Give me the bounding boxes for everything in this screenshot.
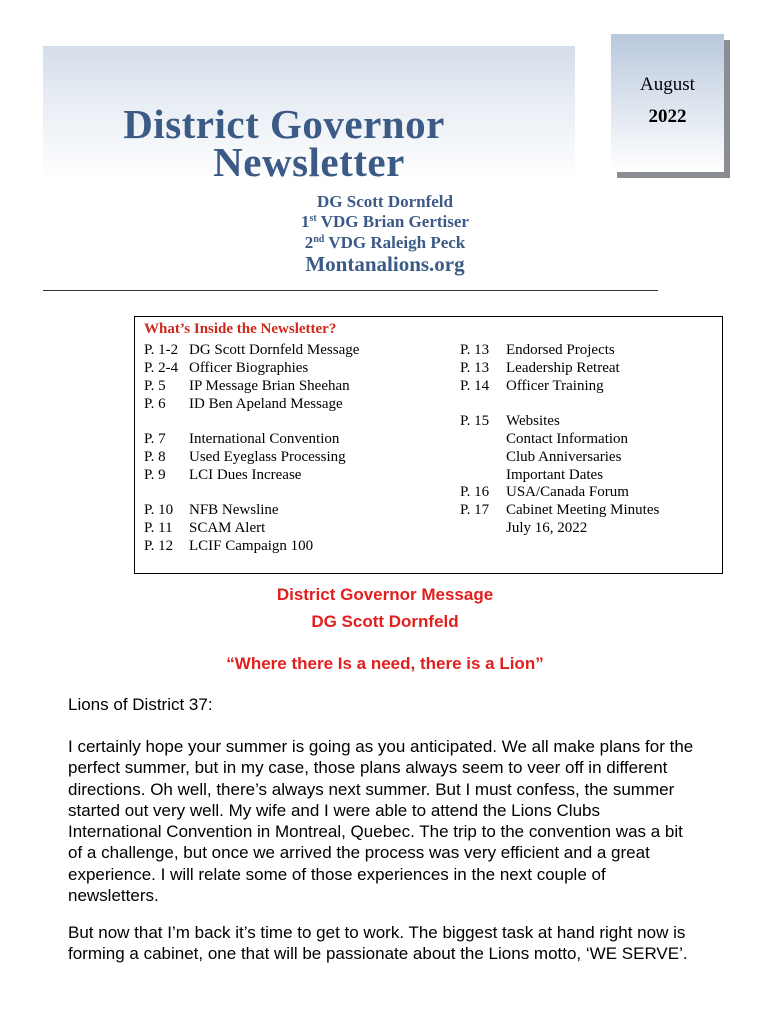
message-greeting: Lions of District 37: xyxy=(68,695,213,714)
toc-left-page: P. 6 xyxy=(144,396,166,412)
officer-vdg2-suffix: nd xyxy=(313,234,325,245)
paragraph-line: International Convention in Montreal, Quebec. The trip to the convention was a bit xyxy=(68,822,683,842)
website-link[interactable]: Montanalions.org xyxy=(305,252,465,276)
toc-left-page: P. 7 xyxy=(144,431,166,447)
officer-vdg1 xyxy=(0,212,770,232)
newsletter-title-line1: District Governor xyxy=(123,101,445,147)
toc-right-page: P. 13 xyxy=(460,360,490,376)
toc-left-page: P. 5 xyxy=(144,378,166,394)
toc-left-title: LCI Dues Increase xyxy=(189,467,302,483)
toc-right-title: Websites xyxy=(506,413,560,429)
officer-vdg2-ordinal: 2 xyxy=(304,233,314,252)
message-heading: District Governor Message xyxy=(276,585,494,604)
toc-left-page: P. 1-2 xyxy=(144,342,179,358)
toc-left-title: SCAM Alert xyxy=(189,520,266,536)
toc-right-page: P. 14 xyxy=(460,378,490,394)
header-divider xyxy=(43,290,658,291)
toc-right-title: Club Anniversaries xyxy=(506,449,622,465)
newsletter-title-line2: Newsletter xyxy=(213,139,405,185)
title-banner xyxy=(43,46,575,185)
toc-right-title: July 16, 2022 xyxy=(506,520,588,536)
toc-left-title: NFB Newsline xyxy=(189,502,279,518)
toc-left-page: P. 10 xyxy=(144,502,174,518)
officer-vdg1-suffix: st xyxy=(309,213,317,224)
paragraph-line: of a challenge, but once we arrived the process was very efficient and a great xyxy=(68,843,650,863)
toc-left-title: Officer Biographies xyxy=(189,360,309,376)
officer-vdg1-name: VDG Brian Gertiser xyxy=(316,212,469,231)
officer-dg: DG Scott Dornfeld xyxy=(317,192,453,211)
toc-right-title: Cabinet Meeting Minutes xyxy=(506,502,660,518)
paragraph-line: perfect summer, but in my case, those plans always seem to veer off in different xyxy=(68,758,668,778)
paragraph-line: forming a cabinet, one that will be passionate about the Lions motto, ‘WE SERVE’. xyxy=(68,944,688,964)
paragraph-line: started out very well. My wife and I were able to attend the Lions Clubs xyxy=(68,800,600,820)
toc-left-title: International Convention xyxy=(189,431,340,447)
message-motto: “Where there Is a need, there is a Lion” xyxy=(226,654,544,673)
toc-left-page: P. 11 xyxy=(144,520,173,536)
message-paragraph xyxy=(68,736,738,906)
issue-year: 2022 xyxy=(648,106,687,127)
toc-left-title: IP Message Brian Sheehan xyxy=(189,378,350,394)
paragraph-line: directions. Oh well, there’s always next summer. But I must confess, the summer xyxy=(68,779,675,799)
officer-vdg2 xyxy=(0,233,770,253)
officer-vdg1-ordinal: 1 xyxy=(301,212,310,231)
toc-right-page: P. 16 xyxy=(460,484,490,500)
toc-left-title: Used Eyeglass Processing xyxy=(189,449,346,465)
toc-left-title: ID Ben Apeland Message xyxy=(189,396,343,412)
toc-heading: What’s Inside the Newsletter? xyxy=(144,321,337,337)
toc-left-page: P. 12 xyxy=(144,538,174,554)
toc-right-page: P. 15 xyxy=(460,413,490,429)
message-author: DG Scott Dornfeld xyxy=(311,612,459,631)
date-box xyxy=(611,34,724,172)
toc-left-page: P. 8 xyxy=(144,449,166,465)
paragraph-line: I certainly hope your summer is going as you anticipated. We all make plans for the xyxy=(68,737,694,756)
message-paragraph xyxy=(68,922,738,965)
paragraph-line: But now that I’m back it’s time to get to work. The biggest task at hand right now is xyxy=(68,923,686,942)
toc-right-page: P. 17 xyxy=(460,502,490,518)
toc-right-title: Leadership Retreat xyxy=(506,360,620,376)
toc-left-title: LCIF Campaign 100 xyxy=(189,538,314,554)
toc-right-title: Endorsed Projects xyxy=(506,342,615,358)
officer-vdg2-name: VDG Raleigh Peck xyxy=(324,233,466,252)
toc-right-title: USA/Canada Forum xyxy=(506,484,629,500)
toc-left-page: P. 2-4 xyxy=(144,360,179,376)
toc-right-title: Contact Information xyxy=(506,431,629,447)
toc-right-title: Important Dates xyxy=(506,467,604,483)
toc-left-page: P. 9 xyxy=(144,467,166,483)
toc-right-page: P. 13 xyxy=(460,342,490,358)
paragraph-line: experience. I will relate some of those experiences in the next couple of xyxy=(68,864,606,884)
paragraph-line: newsletters. xyxy=(68,886,159,906)
toc-right-title: Officer Training xyxy=(506,378,604,394)
issue-month: August xyxy=(640,74,695,95)
toc-left-title: DG Scott Dornfeld Message xyxy=(189,342,360,358)
